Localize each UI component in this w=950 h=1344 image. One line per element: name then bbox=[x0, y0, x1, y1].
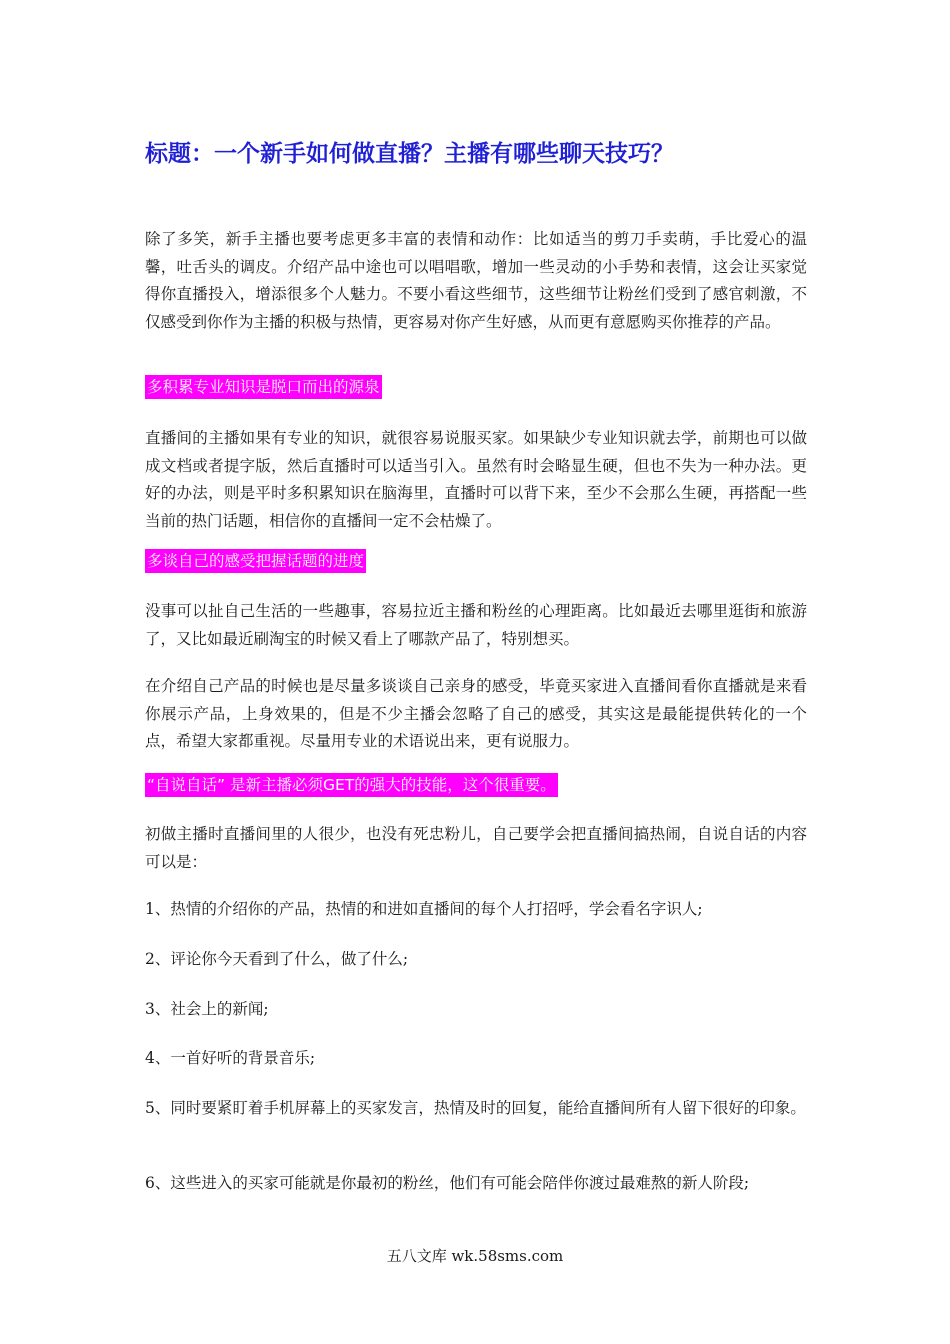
list-item: 6、这些进入的买家可能就是你最初的粉丝，他们有可能会陪伴你渡过最难熬的新人阶段; bbox=[145, 1174, 750, 1192]
list-item: 5、同时要紧盯着手机屏幕上的买家发言，热情及时的回复，能给直播间所有人留下很好的印象。 bbox=[145, 1099, 806, 1117]
section-body-knowledge: 直播间的主播如果有专业的知识，就很容易说服买家。如果缺少专业知识就去学，前期也可以做成文档或者提字版，然后直播时可以适当引入。虽然有时会略显生硬，但也不失为一种办法。更好的办法，则是平时多积累知识在脑海里，直播时可以背下来，至少不会那么生硬，再搭配一些当前的热门话题，相信你的直播间一定不会枯燥了。 bbox=[145, 429, 807, 530]
section-body-feelings-2: 在介绍自己产品的时候也是尽量多谈谈自己亲身的感受，毕竟买家进入直播间看你直播就是来看你展示产品，上身效果的，但是不少主播会忽略了自己的感受，其实这是最能提供转化的一个点，希望大家都重视。尽量用专业的术语说出来，更有说服力。 bbox=[145, 677, 807, 750]
section-heading-knowledge: 多积累专业知识是脱口而出的源泉 bbox=[145, 375, 382, 399]
intro-paragraph: 除了多笑，新手主播也要考虑更多丰富的表情和动作：比如适当的剪刀手卖萌，手比爱心的温馨，吐舌头的调皮。介绍产品中途也可以唱唱歌，增加一些灵动的小手势和表情，这会让买家觉得你直播投入，增添很多个人魅力。不要小看这些细节，这些细节让粉丝们受到了感官刺激，不仅感受到你作为主播的积极与热情，更容易对你产生好感，从而更有意愿购买你推荐的产品。 bbox=[145, 230, 807, 331]
list-item: 3、社会上的新闻; bbox=[145, 1000, 269, 1018]
page-footer: 五八文库 wk.58sms.com bbox=[386, 1247, 564, 1265]
section-body-feelings-1: 没事可以扯自己生活的一些趣事，容易拉近主播和粉丝的心理距离。比如最近去哪里逛街和旅游了，又比如最近刷淘宝的时候又看上了哪款产品了，特别想买。 bbox=[145, 602, 807, 648]
list-item: 2、评论你今天看到了什么，做了什么; bbox=[145, 950, 409, 968]
list-item: 4、一首好听的背景音乐; bbox=[145, 1049, 316, 1067]
section-heading-feelings: 多谈自己的感受把握话题的进度 bbox=[145, 549, 366, 573]
section-body-selftalk: 初做主播时直播间里的人很少，也没有死忠粉儿，自己要学会把直播间搞热闹，自说自话的内容可以是： bbox=[145, 825, 807, 871]
list-item: 1、热情的介绍你的产品，热情的和进如直播间的每个人打招呼，学会看名字识人; bbox=[145, 900, 703, 918]
section-heading-selftalk: “自说自话” 是新主播必须GET的强大的技能，这个很重要。 bbox=[145, 773, 558, 797]
page-title: 标题：一个新手如何做直播？主播有哪些聊天技巧？ bbox=[145, 141, 674, 167]
